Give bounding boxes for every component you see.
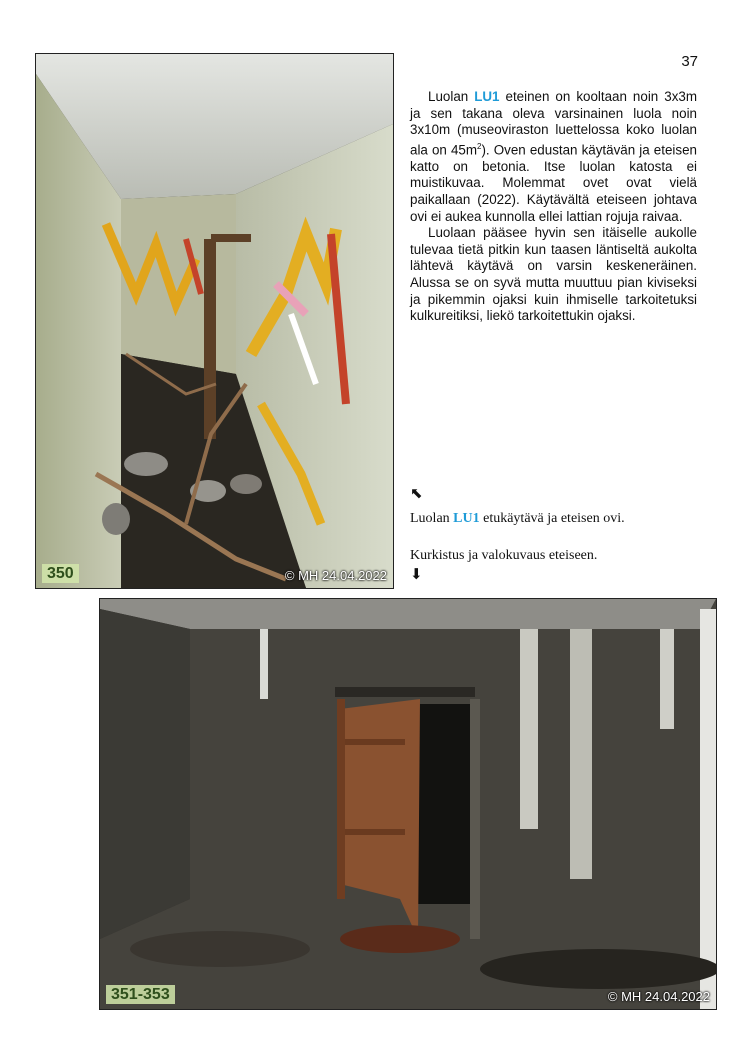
arrow-down-icon: ⬇ — [410, 566, 423, 583]
paragraph-2: Luolaan pääsee hyvin sen itäiselle aukolle tulevaa tietä pitkin kun taasen läntiseltä aukolta lähtevä käytävä on varsin keskeneräinen. Alussa se on syvä mutta muuttuu pian kiviseksi ja pikemmin ojaksi kuin ihmiselle tarkoitetuksi kulkureitiksi, liekö tarkoitettukin ojaksi. — [410, 225, 697, 324]
caption-vestibule: Kurkistus ja valokuvaus eteiseen. — [410, 548, 598, 563]
photo-vestibule — [99, 598, 717, 1010]
corridor-photo-image — [36, 54, 393, 588]
photo-corridor — [35, 53, 394, 589]
photo-number-label: 350 — [42, 564, 79, 583]
paragraph-1: Luolan LU1 eteinen on kooltaan noin 3x3m ja sen takana oleva varsinainen luola noin 3x10m (museoviraston luettelossa koko luolan ala on $45m^2$). Oven edustan käytävän ja eteisen katto on betonia. Itse luolan katosta ei muistikuvaa. Molemmat ovet ovat vielä paikallaan (2022). Käytävältä eteiseen johtava ovi ei aukea kunnolla ellei lattian rojuja raivaa. — [410, 89, 697, 224]
photo-credit: © MH 24.04.2022 — [607, 989, 710, 1004]
caption-corridor: Luolan LU1 etukäytävä ja eteisen ovi. — [410, 511, 625, 526]
photo-credit: © MH 24.04.2022 — [284, 568, 387, 583]
arrow-up-left-icon: ⬉ — [410, 485, 423, 502]
page-number: 37 — [681, 53, 698, 70]
cave-code: LU1 — [474, 89, 500, 104]
photo-number-label: 351-353 — [106, 985, 175, 1004]
vestibule-photo-image — [100, 599, 716, 1009]
body-text — [410, 89, 697, 325]
